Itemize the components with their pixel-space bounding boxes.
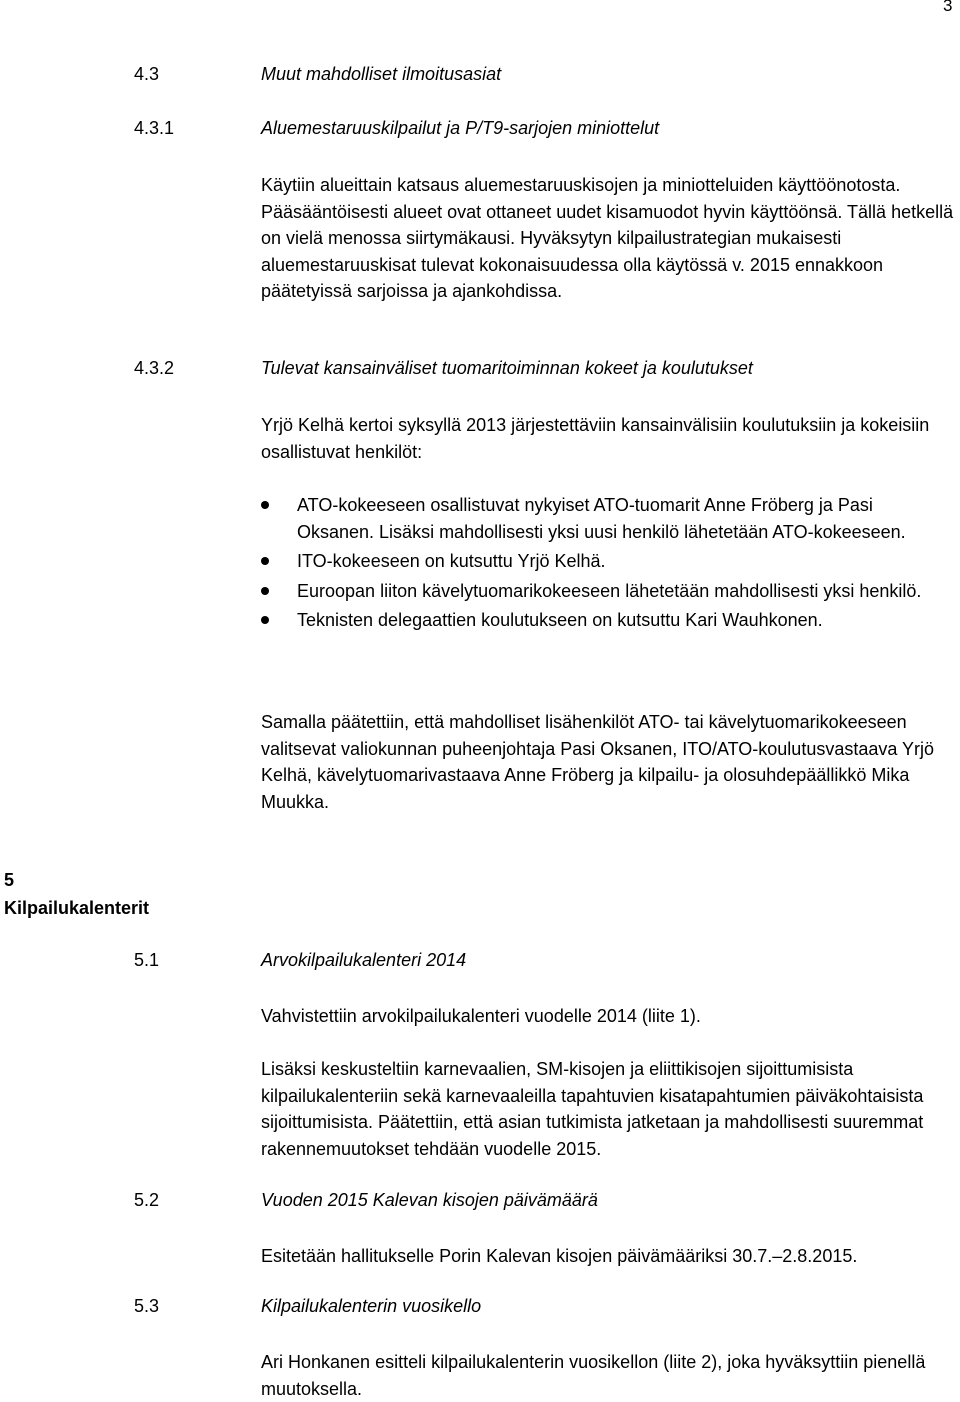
section-number-5-1: 5.1 xyxy=(134,950,160,970)
section-title-4-3-1: Aluemestaruuskilpailut ja P/T9-sarjojen miniottelut xyxy=(261,118,660,138)
list-item-text: ITO-kokeeseen on kutsuttu Yrjö Kelhä. xyxy=(297,551,606,572)
list-item-text: Teknisten delegaattien koulutukseen on kutsuttu Kari Wauhkonen. xyxy=(297,610,823,631)
section-body-5-2: Esitetään hallitukselle Porin Kalevan kisojen päivämääriksi 30.7.–2.8.2015. xyxy=(261,1246,858,1266)
section-title-5: Kilpailukalenterit xyxy=(4,898,150,918)
list-item xyxy=(261,607,951,634)
section-body-5-1-p1: Vahvistettiin arvokilpailukalenteri vuodelle 2014 (liite 1). xyxy=(261,1006,701,1026)
section-intro-4-3-2: Yrjö Kelhä kertoi syksyllä 2013 järjestettäviin kansainvälisiin koulutuksiin ja kokeisiin osallistuvat henkilöt: xyxy=(261,415,930,462)
bullet-list xyxy=(261,492,951,637)
section-title-4-3-2: Tulevat kansainväliset tuomaritoiminnan kokeet ja koulutukset xyxy=(261,358,753,378)
section-closing-4-3-2: Samalla päätettiin, että mahdolliset lisähenkilöt ATO- tai kävelytuomarikokeeseen valitsevat valiokunnan puheenjohtaja Pasi Oksanen, ITO/ATO-koulutusvastaava Yrjö Kelhä, kävelytuomarivastaava Anne Fröberg ja kilpailu- ja olosuhdepäällikkö Mika Muukka. xyxy=(261,712,935,812)
list-item xyxy=(261,492,927,545)
section-body-5-3: Ari Honkanen esitteli kilpailukalenterin vuosikellon (liite 2), joka hyväksyttiin pienellä muutoksella. xyxy=(261,1352,926,1399)
list-item-text: ATO-kokeeseen osallistuvat nykyiset ATO-tuomarit Anne Fröberg ja Pasi Oksanen. Lisäksi mahdollisesti yksi uusi henkilö lähetetään ATO-kokeeseen. xyxy=(297,495,906,542)
section-number-5-3: 5.3 xyxy=(134,1296,160,1316)
section-title-4-3: Muut mahdolliset ilmoitusasiat xyxy=(261,64,502,84)
section-number-4-3-1: 4.3.1 xyxy=(134,118,175,138)
section-number-4-3-2: 4.3.2 xyxy=(134,358,175,378)
list-item-text: Euroopan liiton kävelytuomarikokeeseen lähetetään mahdollisesti yksi henkilö. xyxy=(297,580,922,601)
section-number-5: 5 xyxy=(4,870,15,890)
bullet-icon xyxy=(261,587,269,595)
section-body-5-1-p2: Lisäksi keskusteltiin karnevaalien, SM-kisojen ja eliittikisojen sijoittumisista kilpailukalenteriin sekä karnevaaleilla tapahtuvien kisatapahtumien päiväkohtaisista sijoittumisista. Päätettiin, että asian tutkimista jatketaan ja mahdollisesti suuremmat rakennemuutokset tehdään vuodelle 2015. xyxy=(261,1059,924,1159)
section-title-5-1: Arvokilpailukalenteri 2014 xyxy=(261,950,467,970)
bullet-icon xyxy=(261,501,269,509)
list-item xyxy=(261,578,937,605)
section-title-5-2: Vuoden 2015 Kalevan kisojen päivämäärä xyxy=(261,1190,598,1210)
section-body-4-3-1: Käytiin alueittain katsaus aluemestaruuskisojen ja miniotteluiden käyttöönotosta. Pääsääntöisesti alueet ovat ottaneet uudet kisamuodot hyvin käyttöönsä. Tällä hetkellä on vielä menossa siirtymäkausi. Hyväksytyn kilpailustrategian mukaisesti aluemestaruuskisat tulevat kokonaisuudessa olla käytössä v. 2015 ennakkoon päätetyissä sarjoissa ja ajankohdissa. xyxy=(261,175,954,302)
list-item xyxy=(261,548,951,575)
bullet-icon xyxy=(261,616,269,624)
bullet-icon xyxy=(261,557,269,565)
section-number-5-2: 5.2 xyxy=(134,1190,160,1210)
page-number: 3 xyxy=(943,0,953,15)
section-title-5-3: Kilpailukalenterin vuosikello xyxy=(261,1296,482,1316)
section-number-4-3: 4.3 xyxy=(134,64,160,84)
